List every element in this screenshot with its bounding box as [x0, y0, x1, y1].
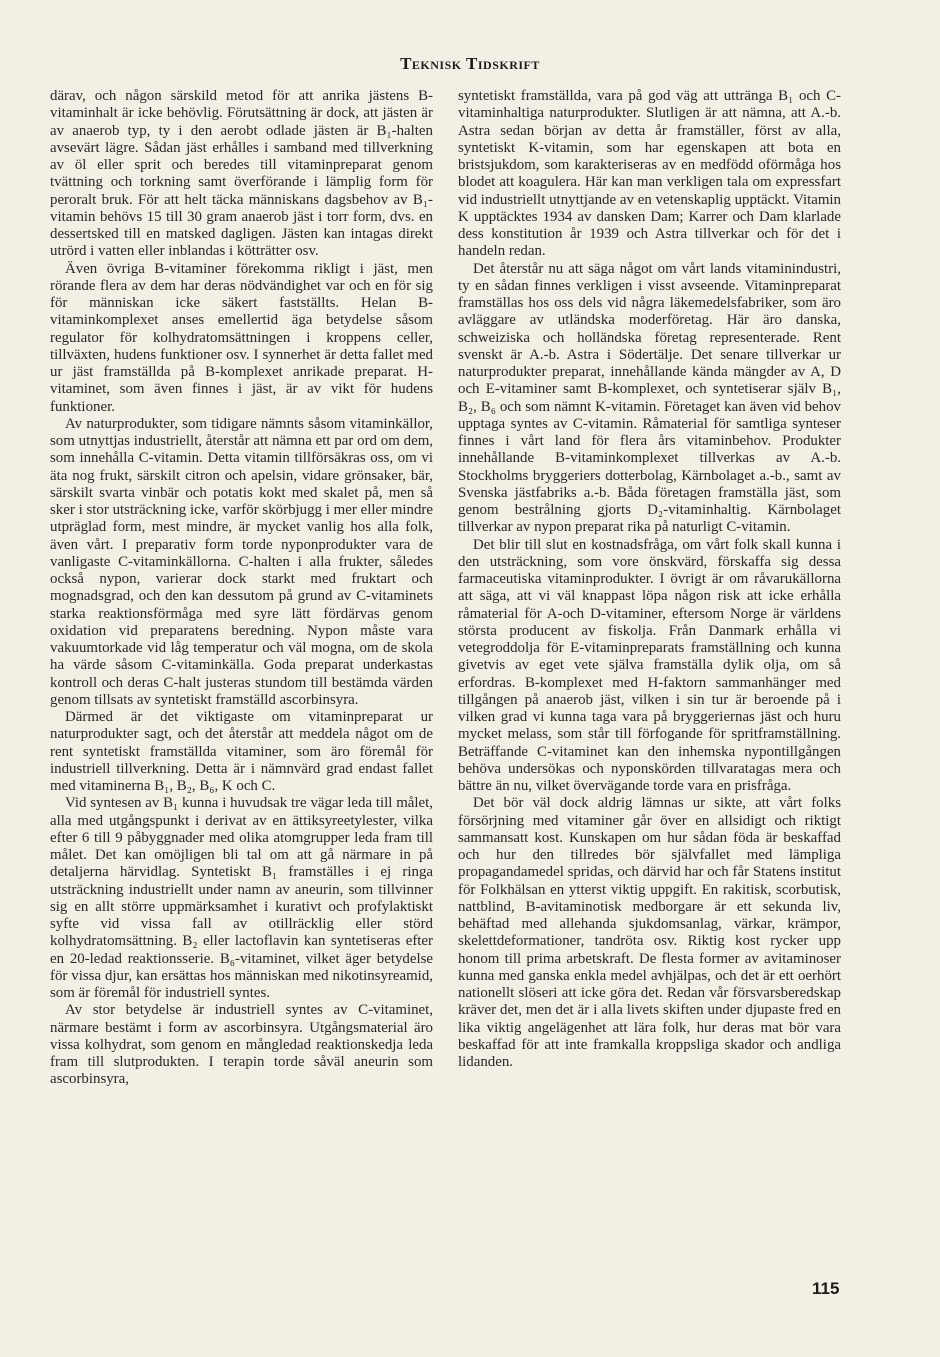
journal-title: Teknisk Tidskrift	[400, 54, 540, 73]
paragraph: därav, och någon särskild metod för att anrika jästens B-vitaminhalt är icke behövlig. Förutsättning är dock, att jästen är av anaerob typ, ty i den aerobt odlade jästen är B₁-halten avsevärt lägre. Sådan jäst erhålles i samband med tillverkning av öl eller sprit och beredes till vitaminpreparat genom tvättning och torkning samt överförande i lämplig form för peroralt bruk. För att helt täcka människans dagsbehov av B₁-vitamin behövs 15 till 30 gram anaerob jäst i torr form, dvs. en dessertsked till en matsked dagligen. Jästen kan intagas direkt utrörd i vatten eller inblandas i kötträtter osv.	[50, 88, 433, 260]
left-column	[50, 88, 433, 1089]
page-number: 115	[812, 1279, 840, 1298]
paragraph: Vid syntesen av B₁ kunna i huvudsak tre vägar leda till målet, alla med utgångspunkt i derivat av en ättiksyreetylester, vilka efter 6 till 9 påbyggnader med olika atomgrupper leda fram till målet. Det kan omöjligen bli tal om att gå närmare in på detaljerna härvidlag. Syntetiskt B₁ framställes i ej ringa utsträckning industriellt under namn av aneurin, som tillvinner sig en allt större uppmärksamhet i kurativt och profylaktiskt syfte vid vissa fall av otillräcklig eller störd kolhydratomsättning. B₂ eller lactoflavin kan syntetiseras efter en 20-ledad reaktionsserie. B₆-vitaminet, vilket äger betydelse för vissa djur, kan ersättas hos människan med nikotinsyreamid, som är föremål för industriell syntes.	[50, 795, 433, 1001]
paragraph: Det blir till slut en kostnadsfråga, om vårt folk skall kunna i den utsträckning, som vore önskvärd, förskaffa sig dessa farmaceutiska vitaminprodukter. I övrigt är om råvarukällorna att säga, att vi väl knappast löpa någon risk att icke erhålla råmaterial för A-och D-vitaminer, eftersom Norge är världens största producent av fiskolja. Från Danmark erhålla vi vetegroddolja för E-vitaminpreparats framställning och kunna givetvis av eget vete själva framställa dylik olja, om så erfordras. B-komplexet med H-faktorn sammanhänger med tillgången på anaerob jäst, vilken i sin tur är beroende på i vilken grad vi kunna taga vara på bryggeriernas jäst och huru mycket melass, som står till förfogande för spritframställning. Beträffande C-vitaminet kan den inhemska nypontillgången behöva undersökas och nyponskörden tillvaratagas mera och bättre än nu, vilket övervägande torde vara en prisfråga.	[458, 536, 841, 794]
paragraph: Det bör väl dock aldrig lämnas ur sikte, att vårt folks försörjning med vitaminer går över en allsidigt och riktigt sammansatt kost. Kunskapen om hur sådan föda är beskaffad och hur den tillredes bör självfallet med lämpliga propagandamedel spridas, och därvid har och får Statens institut för Folkhälsan en ytterst viktig uppgift. En rakitisk, scorbutisk, nattblind, B-avitaminotisk medborgare är ett sekunda liv, behäftad med allehanda sjukdomsanlag, värkar, krämpor, skelettdeformationer, tandröta osv. Riktig kost rycker upp honom till prima arbetskraft. De flesta former av avitaminoser kunna med ganska enkla medel avhjälpas, och det är ett oerhört nationellt slöseri att icke göra det. Redan vår försvarsberedskap kräver det, men det är i alla livets skiften under djupaste fred en lika viktig angelägenhet att lära folk, hur deras mat bör vara beskaffad för att inte framkalla kroppsliga skador och andliga lidanden.	[458, 795, 841, 1070]
paragraph: syntetiskt framställda, vara på god väg att uttränga B₁ och C-vitaminhaltiga naturprodukter. Slutligen är att nämna, att A.-b. Astra sedan början av detta år framställer, först av alla, syntetiskt K-vitamin, som har egenskapen att bota en bristsjukdom, som karakteriseras av en medfödd oförmåga hos blodet att koagulera. Här kan man verkligen tala om expressfart vid industriellt utnyttjande av en vetenskaplig upptäckt. Vitamin K upptäcktes 1934 av dansken Dam; Karrer och Dam klarlade dess konstitution år 1939 och Astra tillverkar och för det i handeln redan.	[458, 88, 841, 260]
paragraph: Av stor betydelse är industriell syntes av C-vitaminet, närmare bestämt i form av ascorbinsyra. Utgångsmaterial äro vissa kolhydrat, som genom en mångledad reaktionskedja leda fram till slutprodukten. I terapin torde såväl aneurin som ascorbinsyra,	[50, 1002, 433, 1088]
paragraph: Därmed är det viktigaste om vitaminpreparat ur naturprodukter sagt, och det återstår att meddela något om de rent syntetiskt framställda vitaminer, som äro föremål för industriell tillverkning. Detta är i nämnvärd grad endast fallet med vitaminerna B₁, B₂, B₆, K och C.	[50, 709, 433, 794]
running-header	[0, 54, 940, 74]
paragraph: Även övriga B-vitaminer förekomma rikligt i jäst, men rörande flera av dem har deras nödvändighet var och en för sig för människan icke säkert fastställts. Helan B-vitaminkomplexet anses emellertid äga betydelse såsom regulator för kolhydratomsättningen i kroppens celler, tillväxten, hudens funktioner osv. I synnerhet är detta fallet med ur jäst framställda på B-komplexet anrikade preparat. H-vitaminet, som även finnes i jäst, är av vikt för hudens funktioner.	[50, 260, 433, 415]
paragraph: Det återstår nu att säga något om vårt lands vitaminindustri, ty en sådan finnes verkligen i visst avseende. Vitaminpreparat framställas hos oss dels vid några läkemedelsfabriker, som äro avläggare av utländska moderföretag. Här äro danska, schweiziska och holländska företag representerade. Rent svenskt är A.-b. Astra i Södertälje. Det senare tillverkar ur naturprodukter preparat, innehållande kända mängder av A, D och E-vitaminer samt B-komplexet, och syntetiserar själv B₁, B₂, B₆ och som nämnt K-vitamin. Företaget kan även vid behov upptaga syntes av C-vitamin. Råmaterial för samtliga synteser finnes i vårt land för flera års vitaminbehov. Produkter innehållande B-vitaminkomplexet tillverkas av A.-b. Stockholms bryggeriers dotterbolag, Kärnbolaget a.-b., samt av Svenska jästfabriks a.-b. Båda företagen framställa jäst, som genom bestrålning gjorts D₂-vitaminhaltig. Kärnbolaget tillverkar av nypon preparat rika på naturligt C-vitamin.	[458, 260, 841, 536]
paragraph: Av naturprodukter, som tidigare nämnts såsom vitaminkällor, som utnyttjas industriellt, återstår att nämna ett par ord om dem, som innehålla C-vitamin. Detta vitamin tillförsäkras oss, om vi äta nog frukt, särskilt citron och apelsin, vidare grönsaker, bär, särskilt svarta vinbär och potatis kokt med skalet på, men så sker i stor utsträckning icke, varför skörbjugg i mer eller mindre utpräglad form, mest mindre, är mycket vanlig hos alla folk, även vårt. I preparativ form torde nyponprodukter vara de vanligaste C-vitaminkällorna. C-halten i alla frukter, således också nypon, varierar dock starkt med fruktart och mognadsgrad, och den kan dessutom på grund av C-vitaminets starka reaktionsförmåga med syre lätt fördärvas genom oxidation vid preparatens beredning. Nypon måste vara vakuumtorkade vid låg temperatur och väl mogna, om de skola ha värde såsom C-vitaminkälla. Goda preparat underkastas kontroll och deras C-halt justeras stundom till bestämda värden genom tillsats av syntetiskt framställd ascorbinsyra.	[50, 415, 433, 708]
right-column	[458, 88, 841, 1071]
